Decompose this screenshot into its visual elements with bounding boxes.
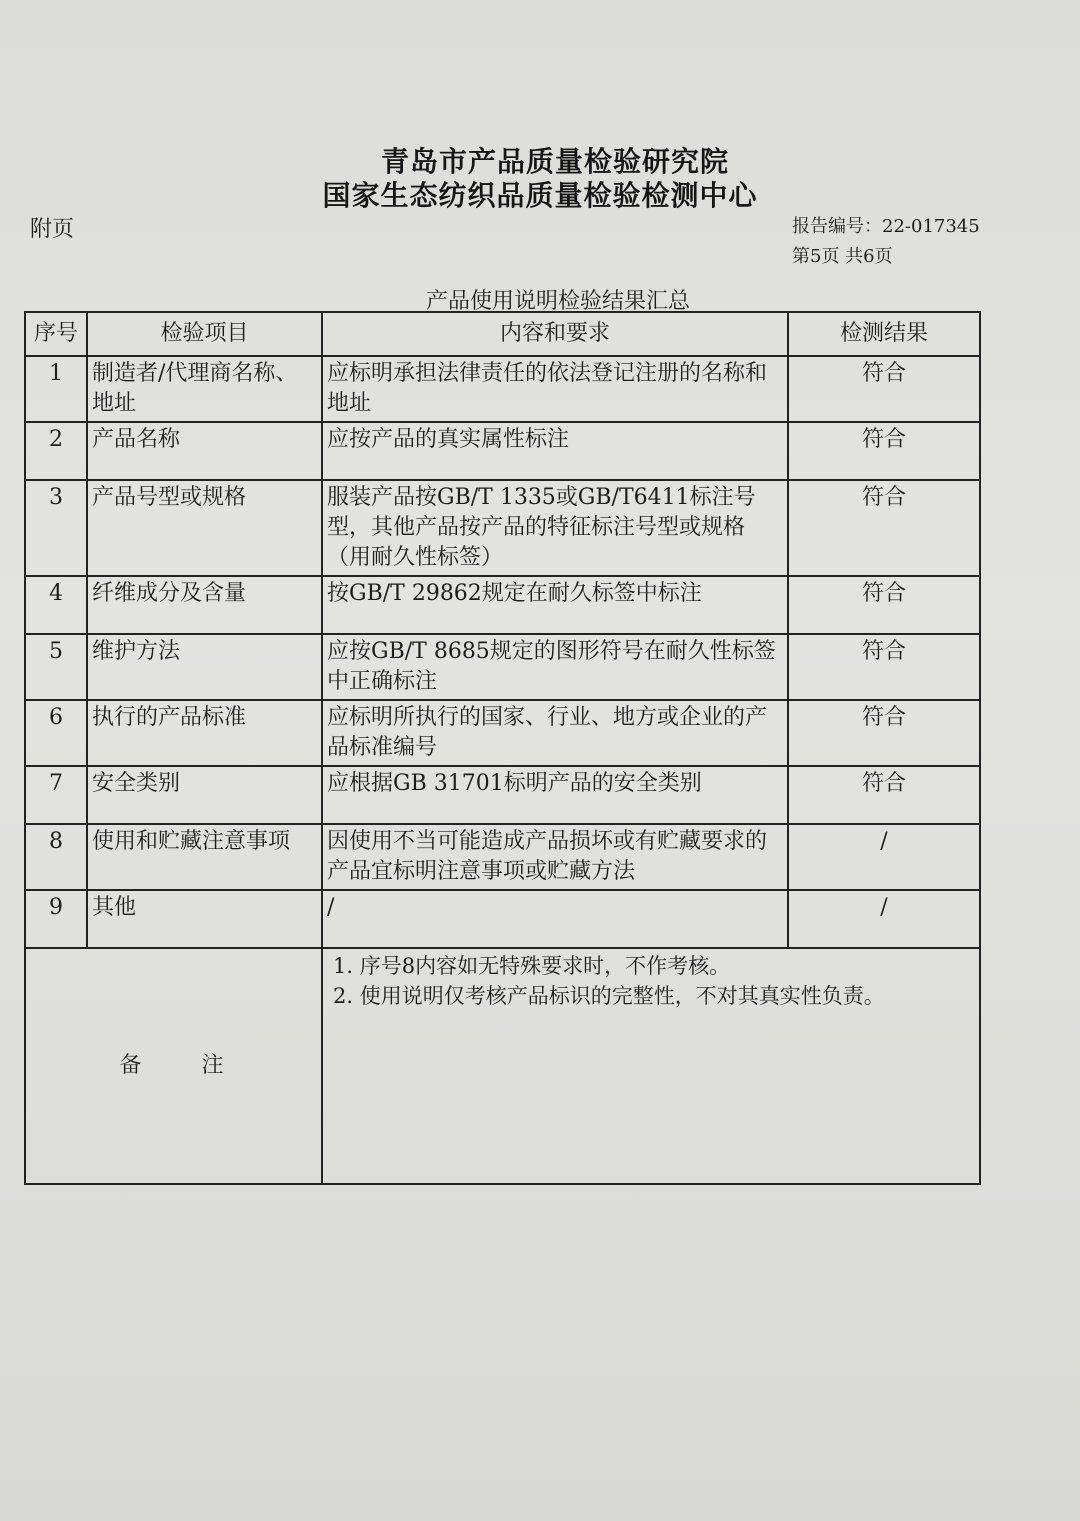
table-row <box>25 890 980 948</box>
table-row <box>25 700 980 766</box>
row-result: 符合 <box>788 576 980 634</box>
row-requirement: / <box>322 890 788 948</box>
row-requirement: 因使用不当可能造成产品损坏或有贮藏要求的产品宜标明注意事项或贮藏方法 <box>322 824 788 890</box>
remarks-row <box>25 948 980 1184</box>
org-name-line2: 国家生态纺织品质量检验检测中心 <box>322 179 758 212</box>
row-result: 符合 <box>788 766 980 824</box>
row-result: 符合 <box>788 634 980 700</box>
remarks-content <box>322 948 980 1184</box>
table-row <box>25 356 980 422</box>
column-header-requirement: 内容和要求 <box>322 312 788 356</box>
column-header-result: 检测结果 <box>788 312 980 356</box>
row-no: 9 <box>25 890 87 948</box>
table-title: 产品使用说明检验结果汇总 <box>425 289 690 314</box>
table-row <box>25 766 980 824</box>
row-item: 安全类别 <box>87 766 322 824</box>
result-table <box>24 311 981 1185</box>
row-requirement: 应按GB/T 8685规定的图形符号在耐久性标签中正确标注 <box>322 634 788 700</box>
table-header-row <box>25 312 980 356</box>
row-result: 符合 <box>788 422 980 480</box>
row-item: 制造者/代理商名称、地址 <box>87 356 322 422</box>
row-no: 4 <box>25 576 87 634</box>
row-result: 符合 <box>788 700 980 766</box>
page-info: 第5页 共6页 <box>792 246 893 267</box>
table-row <box>25 634 980 700</box>
row-item: 纤维成分及含量 <box>87 576 322 634</box>
row-requirement: 应标明所执行的国家、行业、地方或企业的产品标准编号 <box>322 700 788 766</box>
org-name-line1: 青岛市产品质量检验研究院 <box>380 145 729 178</box>
row-result: 符合 <box>788 480 980 576</box>
row-item: 使用和贮藏注意事项 <box>87 824 322 890</box>
table-row <box>25 824 980 890</box>
row-requirement: 应标明承担法律责任的依法登记注册的名称和地址 <box>322 356 788 422</box>
row-requirement: 应按产品的真实属性标注 <box>322 422 788 480</box>
report-number: 报告编号：22-017345 <box>792 216 980 237</box>
column-header-item: 检验项目 <box>87 312 322 356</box>
remark-note: 1. 序号8内容如无特殊要求时，不作考核。 <box>333 954 731 978</box>
row-requirement: 应根据GB 31701标明产品的安全类别 <box>322 766 788 824</box>
table-row <box>25 422 980 480</box>
row-no: 1 <box>25 356 87 422</box>
row-no: 8 <box>25 824 87 890</box>
row-no: 5 <box>25 634 87 700</box>
row-item: 维护方法 <box>87 634 322 700</box>
row-no: 2 <box>25 422 87 480</box>
row-item: 产品号型或规格 <box>87 480 322 576</box>
row-item: 产品名称 <box>87 422 322 480</box>
remarks-label: 备注 <box>25 948 322 1184</box>
remark-note: 2. 使用说明仅考核产品标识的完整性，不对其真实性负责。 <box>333 984 885 1008</box>
row-item: 其他 <box>87 890 322 948</box>
row-requirement: 按GB/T 29862规定在耐久标签中标注 <box>322 576 788 634</box>
row-result: 符合 <box>788 356 980 422</box>
row-result: / <box>788 824 980 890</box>
row-result: / <box>788 890 980 948</box>
row-no: 7 <box>25 766 87 824</box>
row-item: 执行的产品标准 <box>87 700 322 766</box>
row-no: 6 <box>25 700 87 766</box>
row-requirement: 服装产品按GB/T 1335或GB/T6411标注号型，其他产品按产品的特征标注号型或规格（用耐久性标签） <box>322 480 788 576</box>
appendix-label: 附页 <box>30 217 75 242</box>
column-header-no: 序号 <box>25 312 87 356</box>
table-row <box>25 576 980 634</box>
row-no: 3 <box>25 480 87 576</box>
table-row <box>25 480 980 576</box>
